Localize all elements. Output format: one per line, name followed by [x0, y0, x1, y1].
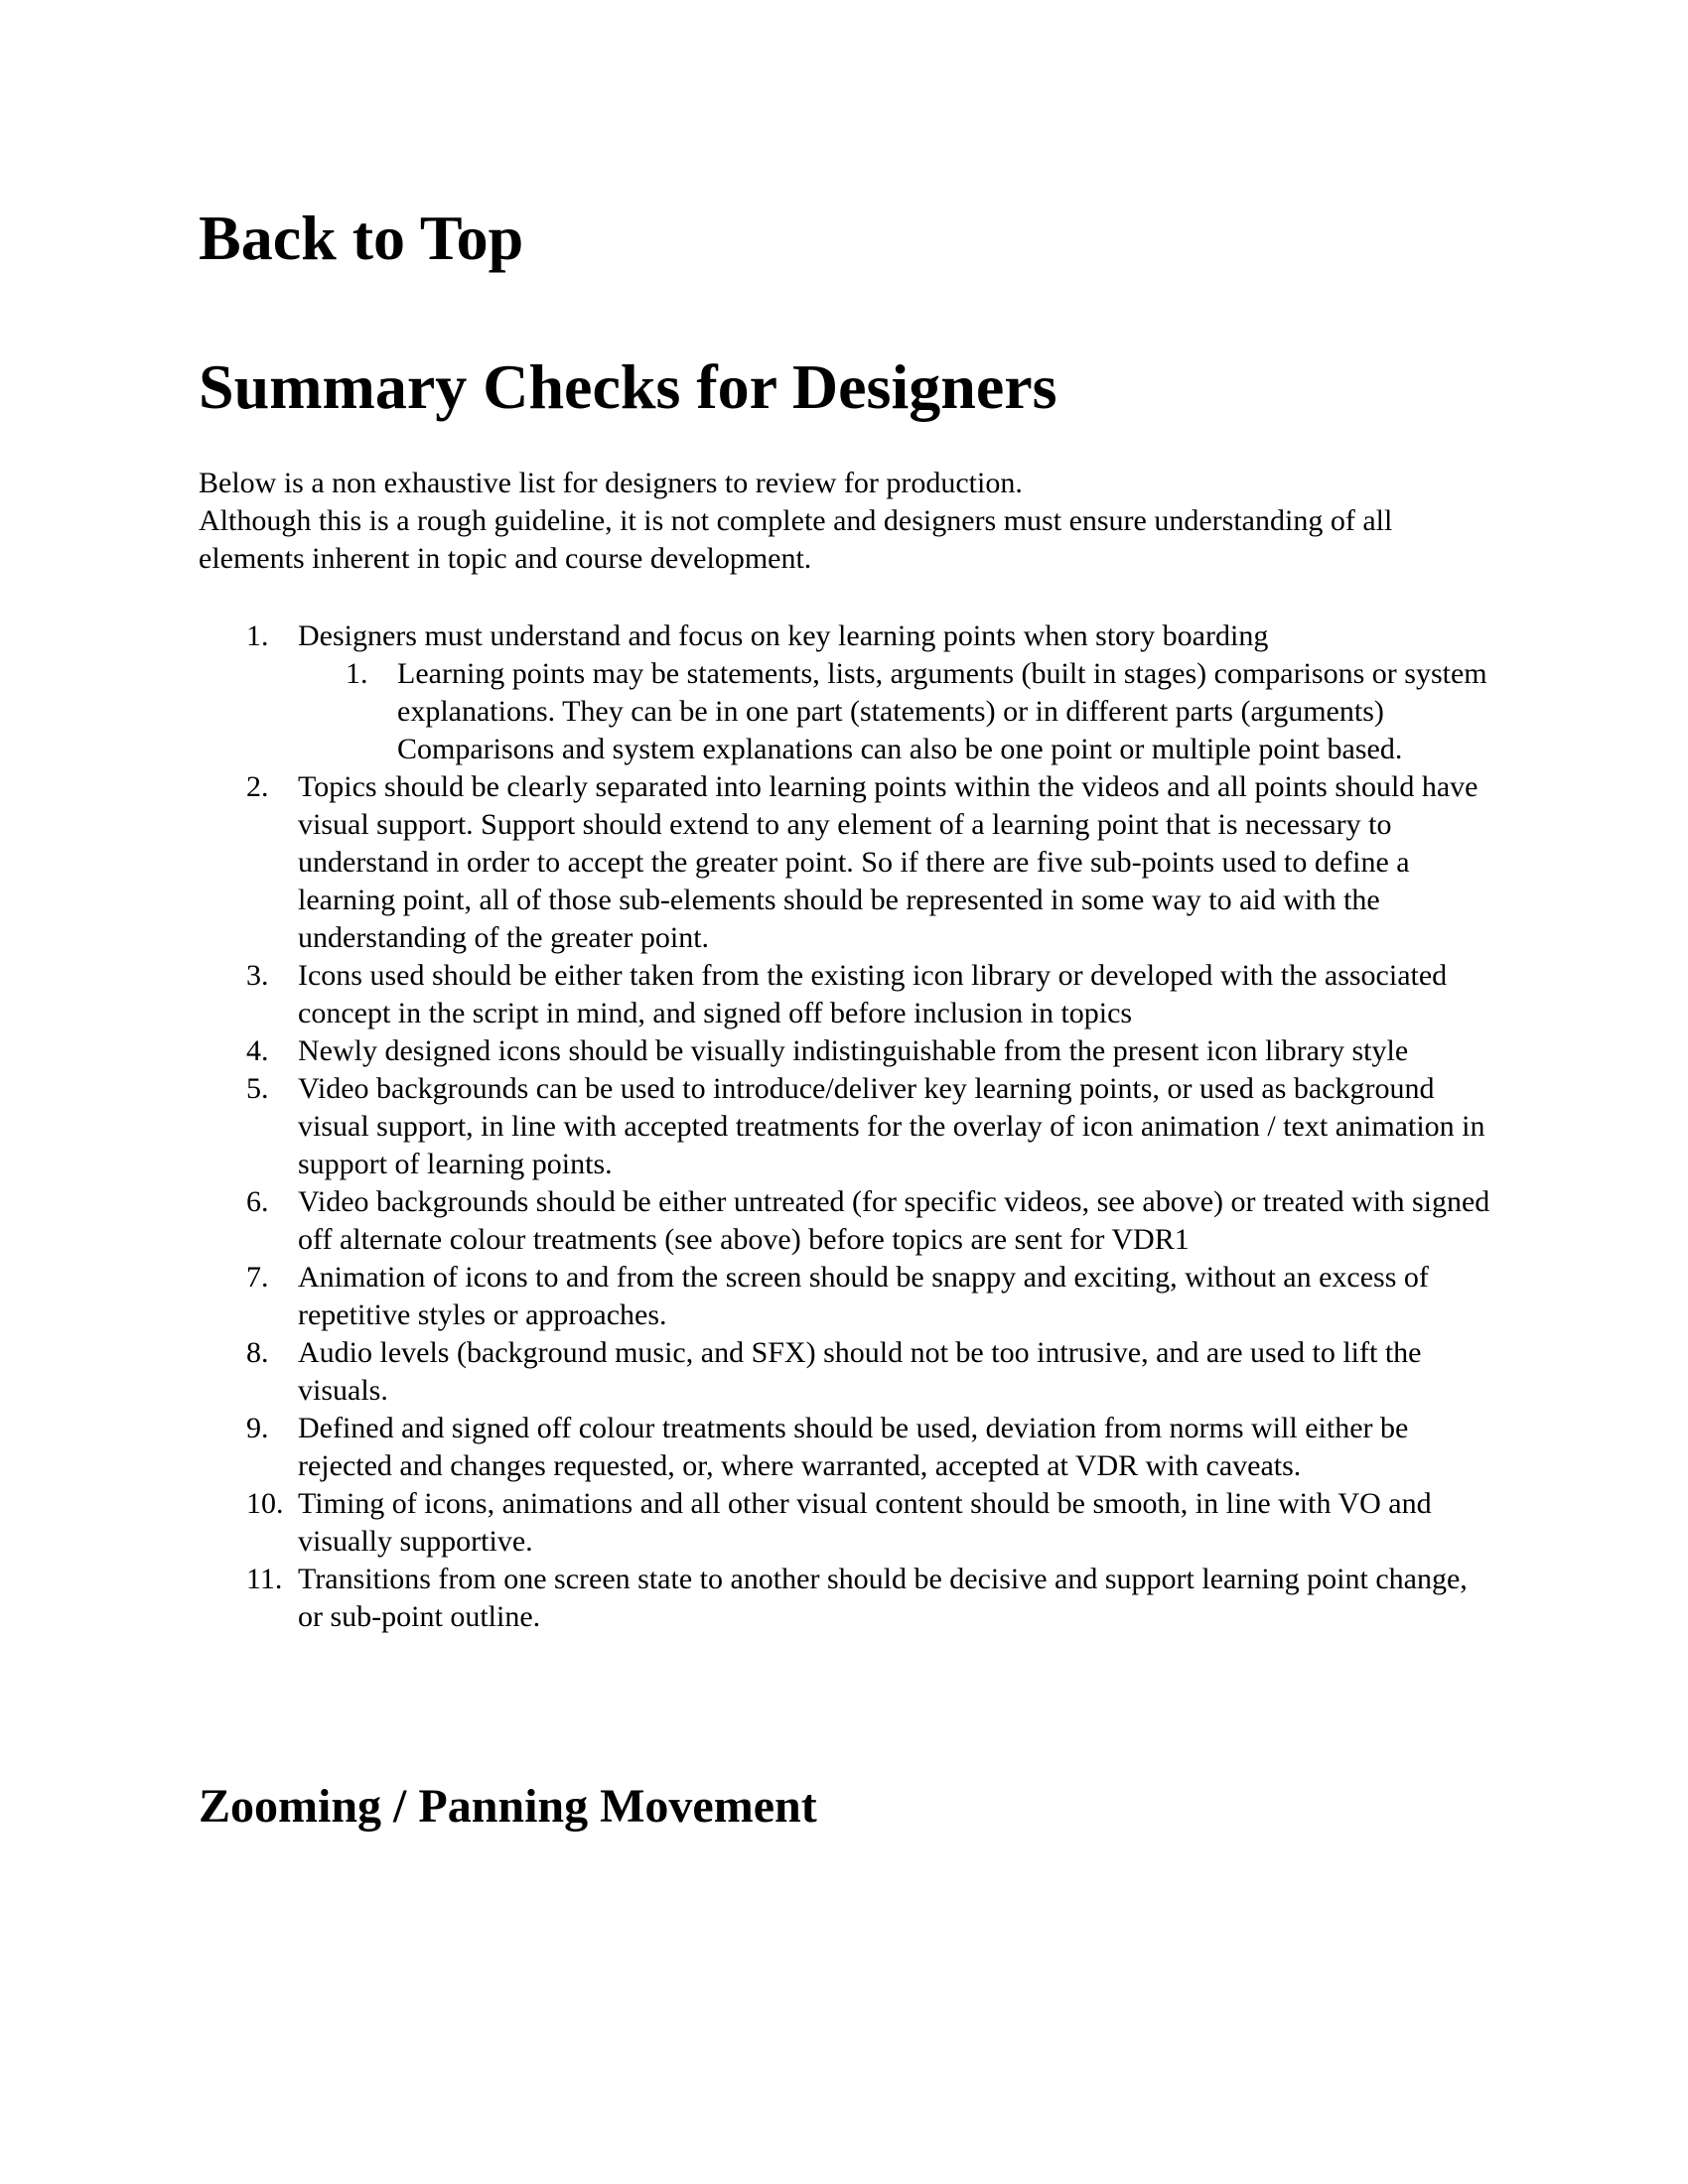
summary-checks-heading: Summary Checks for Designers	[199, 351, 1057, 422]
checklist-item-10	[199, 1485, 1499, 1561]
zooming-panning-heading: Zooming / Panning Movement	[199, 1780, 817, 1833]
checklist-item-5	[199, 1070, 1499, 1183]
checklist-item-number: 9.	[246, 1412, 269, 1444]
checklist-item-number: 11.	[246, 1563, 283, 1595]
checklist-item-number: 4.	[246, 1034, 269, 1067]
checklist-item-8	[199, 1334, 1499, 1410]
checklist-item-text: Audio levels (background music, and SFX) should not be too intrusive, and are used to lift the visuals.	[298, 1336, 1422, 1407]
checklist-item-number: 6.	[246, 1185, 269, 1218]
checklist-item-text: Video backgrounds should be either untreated (for specific videos, see above) or treated with signed off alternate colour treatments (see above) before topics are sent for VDR1	[298, 1185, 1490, 1256]
intro-line-1: Below is a non exhaustive list for designers to review for production.	[199, 467, 1023, 499]
checklist-item-11	[199, 1561, 1499, 1636]
checklist-item-text: Timing of icons, animations and all other visual content should be smooth, in line with VO and visually supportive.	[298, 1487, 1432, 1558]
checklist-item-number: 3.	[246, 959, 269, 992]
checklist-sublist	[298, 655, 1499, 768]
intro-paragraph	[199, 465, 1499, 578]
checklist-item-text: Defined and signed off colour treatments should be used, deviation from norms will either be rejected and changes requested, or, where warranted, accepted at VDR with caveats.	[298, 1412, 1409, 1482]
checklist-item-text: Newly designed icons should be visually indistinguishable from the present icon library style	[298, 1034, 1409, 1067]
checklist-item-number: 7.	[246, 1261, 269, 1294]
checklist-item-6	[199, 1183, 1499, 1259]
checklist-item-9	[199, 1410, 1499, 1485]
checklist-item-number: 1.	[246, 619, 269, 652]
checklist-item-text: Transitions from one screen state to another should be decisive and support learning point change, or sub-point outline.	[298, 1563, 1468, 1633]
checklist-item-text: Designers must understand and focus on key learning points when story boarding	[298, 619, 1269, 652]
checklist-item-number: 8.	[246, 1336, 269, 1369]
designer-checklist	[199, 617, 1499, 1636]
checklist-subitem-number: 1.	[346, 657, 368, 690]
checklist-item-number: 10.	[246, 1487, 284, 1520]
checklist-subitem-1	[298, 655, 1499, 768]
checklist-item-text: Animation of icons to and from the screen should be snappy and exciting, without an excess of repetitive styles or approaches.	[298, 1261, 1429, 1331]
checklist-subitem-text: Learning points may be statements, lists, arguments (built in stages) comparisons or system explanations. They can be in one part (statements) or in different parts (arguments) Comparisons and system explanations can also be one point or multiple point based.	[397, 657, 1487, 765]
checklist-item-text: Icons used should be either taken from the existing icon library or developed with the associated concept in the script in mind, and signed off before inclusion in topics	[298, 959, 1448, 1029]
checklist-item-number: 2.	[246, 770, 269, 803]
checklist-item-2	[199, 768, 1499, 957]
back-to-top-heading[interactable]: Back to Top	[199, 203, 524, 273]
checklist-item-number: 5.	[246, 1072, 269, 1105]
checklist-item-7	[199, 1259, 1499, 1334]
checklist-item-text: Video backgrounds can be used to introduce/deliver key learning points, or used as background visual support, in line with accepted treatments for the overlay of icon animation / text animation in support of learning points.	[298, 1072, 1485, 1180]
intro-line-2: Although this is a rough guideline, it is not complete and designers must ensure understanding of all elements inherent in topic and course development.	[199, 504, 1393, 575]
checklist-item-3	[199, 957, 1499, 1032]
checklist-item-4	[199, 1032, 1499, 1070]
checklist-item-1	[199, 617, 1499, 768]
checklist-item-text: Topics should be clearly separated into learning points within the videos and all points should have visual support. Support should extend to any element of a learning point that is necessary to understand in order to accept the greater point. So if there are five sub-points used to define a learning point, all of those sub-elements should be represented in some way to aid with the understanding of the greater point.	[298, 770, 1478, 954]
